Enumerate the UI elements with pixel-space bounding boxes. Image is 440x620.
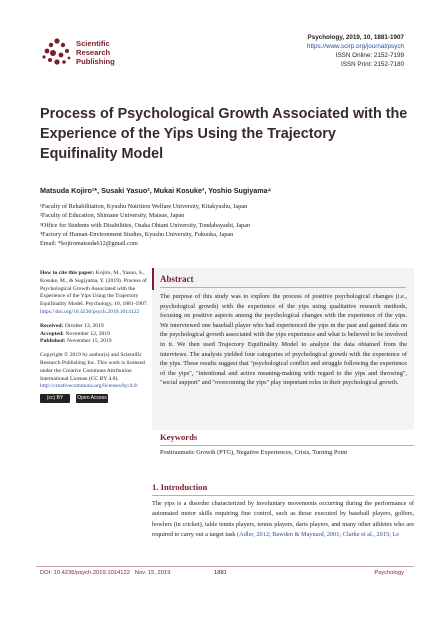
publisher-line-3: Publishing (76, 57, 115, 66)
license-url-link[interactable]: http://creativecommons.org/licenses/by/4.0/ (40, 383, 139, 390)
received-label: Received: (40, 322, 64, 329)
published-date: November 15, 2019 (66, 338, 112, 345)
open-access-badge: Open Access (77, 395, 107, 402)
intro-references-link[interactable]: (Adler, 2012; Bawden & Maynard, 2001; Clarke et al., 2015; Le (237, 530, 400, 538)
affiliation-3: ³Office for Students with Disabilities, Osaka Ohtani University, Tondabayashi, Japan (40, 221, 251, 229)
publisher-line-2: Research (76, 48, 111, 57)
accepted-date: November 12, 2019 (65, 330, 110, 337)
published-label: Published: (40, 338, 66, 345)
publisher-name (76, 39, 115, 66)
abstract-divider (160, 287, 406, 288)
footer-date: Nov. 15, 2019 (134, 570, 171, 576)
author-list: Matsuda Kojiro¹*, Susaki Yasuo², Mukai Kosuke³, Yoshio Sugiyama⁴ (40, 186, 272, 195)
intro-text (152, 499, 414, 540)
article-title: Process of Psychological Growth Associated with the Experience of the Yips Using the Trajectory Equifinality Model (40, 106, 408, 162)
article-sidebar (40, 270, 158, 409)
journal-url-link[interactable]: https://www.scirp.org/journal/psych (307, 43, 404, 50)
publisher-logo (40, 36, 160, 72)
journal-citation: Psychology, 2019, 10, 1881-1907 (307, 34, 404, 41)
issn-print: ISSN Print: 2152-7180 (340, 61, 404, 68)
intro-heading: 1. Introduction (152, 482, 208, 492)
abstract-text: The purpose of this study was to explore the process of positive psychological changes (i.e., psychological growth) with the experience of the yips using qualitative research methods, focusing on positive aspects among the psychological changes with the experience of the yips. We interviewed one baseball player who had experienced the yips in the past and gained data on the psychological growth associated with the yips experience and what is believed to be involved in it. We then used Trajectory Equifinality Model to analyze the data obtained from the interviews. The analysis yielded four categories of psychological growth with the experience of the yips. These results suggest that "psychological conflict and struggle following the experience of the yips", "intentional and active meaning-making with regard to the yips and throwing", "social support" and "overcoming the yips" play important roles in their psychological growth. (160, 293, 407, 387)
footer-journal: Psychology (374, 570, 404, 576)
abstract-accent-bar (152, 268, 154, 290)
received-date: October 13, 2019 (64, 322, 104, 329)
footer-doi: DOI: 10.4236/psych.2019.1014122 (40, 570, 130, 576)
cite-text: Kojiro, M., Yasuo, S., Kosuke, M., & Sugiyama, Y. (2019). Process of Psychological Growth Associated with the Experience of the Yips Using the Trajectory Equifinality Model. Psychology, 10, 1881-1907. (40, 270, 149, 308)
publisher-line-1: Scientific (76, 39, 110, 48)
keywords-heading: Keywords (160, 432, 198, 442)
published-row (40, 338, 158, 346)
license-block (40, 352, 158, 403)
citation-block (40, 270, 158, 317)
affiliation-4: ⁴Factory of Human-Environment Studies, Kyushu University, Fukuoka, Japan (40, 230, 234, 238)
journal-meta (307, 33, 404, 69)
cc-by-badge[interactable]: (cc) BY (40, 394, 70, 403)
cite-doi-link[interactable]: https://doi.org/10.4236/psych.2019.1014122 (40, 308, 140, 315)
abstract-heading: Abstract (160, 274, 194, 284)
corresponding-email: Email: *kojiromatsuda612@gmail.com (40, 240, 138, 248)
dates-block (40, 323, 158, 346)
intro-body: The yips is a disorder characterized by involuntary movements occurring during the performance of automated motor skills requiring fine control, such as those executed by baseball players, golfers, bowlers (in cricket), table tennis players, tennis players, darts players, and many other athletes who are required to carry out a target task (152, 500, 414, 538)
intro-divider (152, 495, 414, 496)
affiliation-1: ¹Faculty of Rehabilitation, Kyushu Nutrition Welfare University, Kitakyushu, Japan (40, 203, 248, 210)
footer-doi-date (40, 570, 170, 576)
affiliations (40, 202, 380, 248)
copyright-text: Copyright © 2019 by author(s) and Scientific Research Publishing Inc. This work is licensed under the Creative Commons Attribution International License (CC BY 4.0). (40, 352, 145, 382)
keywords-text: Posttraumatic Growth (PTG), Negative Experiences, Crisis, Turning Point (160, 449, 348, 456)
license-badges (40, 394, 158, 403)
footer-page-number: 1881 (214, 570, 227, 576)
footer-divider (36, 566, 414, 567)
affiliation-2: ²Faculty of Education, Shimane University, Matsue, Japan (40, 212, 185, 220)
accepted-row (40, 331, 158, 339)
scirp-logo-icon (40, 36, 74, 70)
accepted-label: Accepted: (40, 330, 64, 337)
issn-online: ISSN Online: 2152-7199 (335, 52, 404, 59)
cite-label: How to cite this paper: (40, 270, 95, 276)
abstract-box (152, 268, 414, 430)
received-row (40, 323, 158, 331)
keywords-divider (160, 445, 414, 446)
